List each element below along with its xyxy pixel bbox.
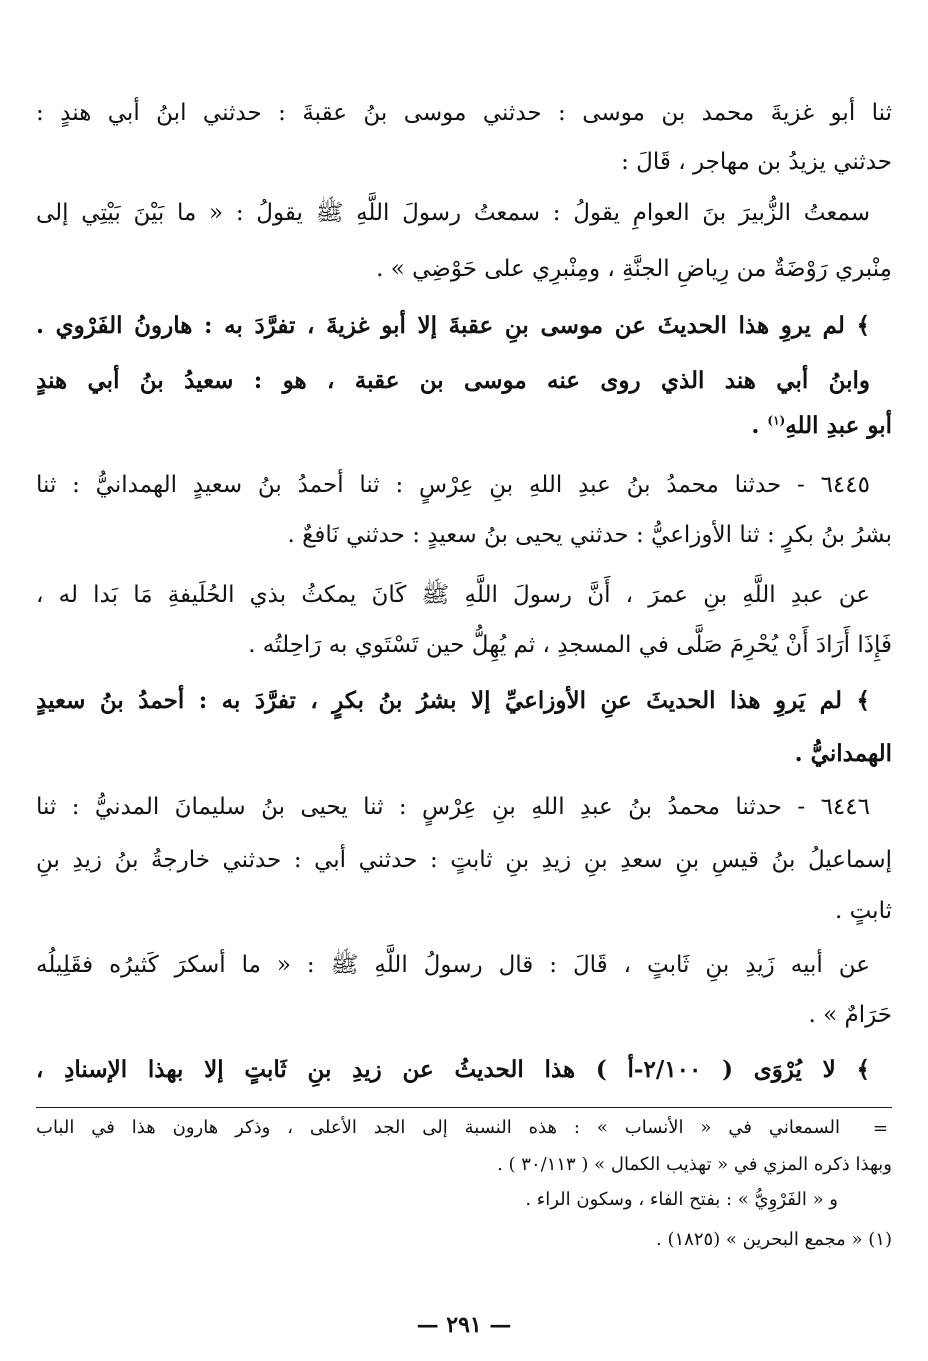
hadith-6445-line-4: فَإِذَا أَرَادَ أَنْ يُحْرِمَ صَلَّى في المسجدِ ، ثم يُهِلُّ حين تَسْتَوي به رَاحِلتُه . bbox=[248, 632, 892, 658]
hadith-6446-line-3: ثابتٍ . bbox=[834, 898, 892, 924]
text-line-3: سمعتُ الزُّبيرَ بنَ العوامِ يقولُ : سمعتُ رسولَ اللَّهِ ﷺ يقولُ : « ما بَيْنَ بَيْتِي إلى bbox=[36, 200, 870, 226]
hadith-6445-line-3: عن عبدِ اللَّهِ بنِ عمرَ ، أَنَّ رسولَ اللَّهِ ﷺ كَانَ يمكثُ بذي الحُلَيفةِ مَا بَدا له ، bbox=[36, 582, 870, 608]
text-line-7: أبو عبدِ اللهِ$^{(١)}$ . bbox=[751, 412, 892, 439]
text-line-2: حدثني يزيدُ بن مهاجر ، قَالَ : bbox=[621, 149, 892, 175]
footnote-line-3: و « الفَرْوِيُّ » : بفتح الفاء ، وسكون الراء . bbox=[525, 1189, 838, 1210]
hadith-6445-line-2: بشرُ بنُ بكرٍ : ثنا الأوزاعيُّ : حدثني يحيى بنُ سعيدٍ : حدثني نَافعٌ . bbox=[287, 522, 892, 548]
footnote-line-1: السمعاني في « الأنساب » : هذه النسبة إلى الجد الأعلى ، وذكر هارون هذا في الباب bbox=[36, 1117, 840, 1138]
text-line-6: وابنُ أبي هند الذي روى عنه موسى بن عقبة ، هو : سعيدُ بنُ أبي هندٍ bbox=[36, 367, 870, 394]
hadith-6446-line-4: عن أبيه زَيدِ بنِ ثَابتٍ ، قَالَ : قال رسولُ اللَّهِ ﷺ : « ما أسكرَ كَثيرُه فقَلِيلُه bbox=[36, 952, 870, 978]
footnote-ref: (١) bbox=[767, 413, 786, 428]
hadith-6445-note-1: ﴾ لم يَروِ هذا الحديثَ عنِ الأوزاعيِّ إلا بشرُ بنُ بكرٍ ، تفرَّدَ به : أحمدُ بنُ سعيدٍ bbox=[36, 687, 870, 714]
footnote-separator bbox=[36, 1107, 892, 1108]
text-line-1: ثنا أبو غزيةَ محمد بن موسى : حدثني موسى بنُ عقبةَ : حدثني ابنُ أبي هندٍ : bbox=[36, 100, 892, 126]
continuation-mark: = bbox=[872, 1118, 888, 1139]
footnote-line-4: (١) « مجمع البحرين » (١٨٢٥) . bbox=[656, 1229, 892, 1250]
hadith-6445-note-2: الهمدانيُّ . bbox=[794, 740, 892, 767]
hadith-6446-note: ﴾ لا يُرْوَى ( ٢/١٠٠-أ ) هذا الحديثُ عن زيدِ بنِ ثَابتٍ إلا بهذا الإسنادِ ، bbox=[36, 1056, 870, 1083]
text-line-5: ﴾ لم يروِ هذا الحديثَ عن موسى بنِ عقبةَ إلا أبو غزيةَ ، تفرَّدَ به : هارونُ الفَرْوي . bbox=[36, 312, 870, 339]
text-line-7-text: أبو عبدِ اللهِ bbox=[785, 412, 892, 439]
text-line-4: مِنْبري رَوْضَةٌ من رِياضِ الجنَّةِ ، ومِنْبرِي على حَوْضِي » . bbox=[376, 256, 892, 282]
hadith-6445-line-1: ٦٤٤٥ - حدثنا محمدُ بنُ عبدِ اللهِ بنِ عِرْسٍ : ثنا أحمدُ بنُ سعيدٍ الهمدانيُّ : ثنا bbox=[36, 472, 870, 498]
hadith-6446-line-1: ٦٤٤٦ - حدثنا محمدُ بنُ عبدِ اللهِ بنِ عِرْسٍ : ثنا يحيى بنُ سليمانَ المدنيُّ : ثنا bbox=[36, 794, 870, 820]
footnote-line-2: وبهذا ذكره المزي في « تهذيب الكمال » ( ٣٠/١١٣ ) . bbox=[497, 1154, 892, 1175]
hadith-6446-line-5: حَرَامٌ » . bbox=[808, 1002, 892, 1028]
hadith-6446-line-2: إسماعيلُ بنُ قيسِ بنِ سعدِ بنِ زيدِ بنِ ثابتٍ : حدثني أبي : حدثني خارجةُ بنُ زيدِ بنِ bbox=[36, 847, 892, 873]
page-number: — ٢٩١ — bbox=[416, 1312, 512, 1338]
